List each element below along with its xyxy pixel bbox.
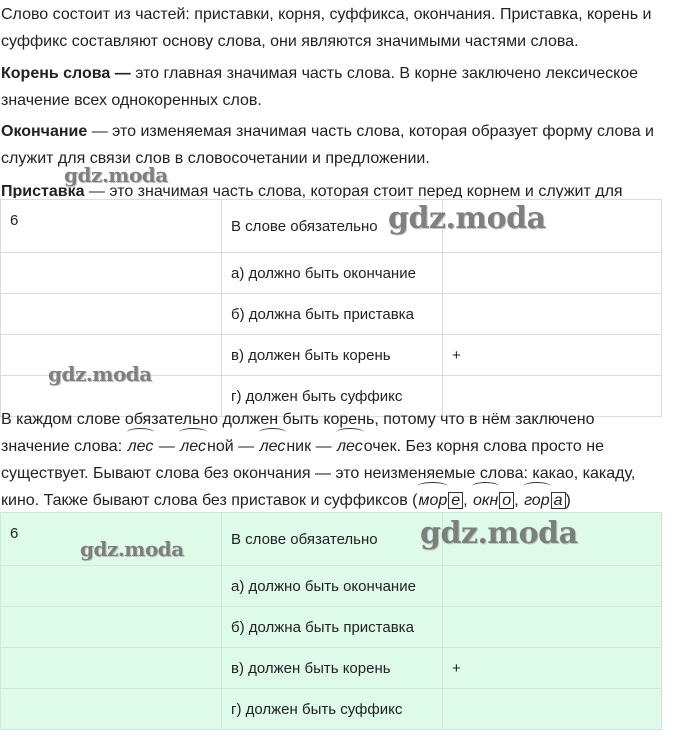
question-number: 6 bbox=[1, 200, 222, 253]
root-definition bbox=[1, 60, 672, 114]
dash: — bbox=[238, 438, 255, 455]
word-ending: о bbox=[499, 492, 514, 509]
question-number: 6 bbox=[1, 513, 222, 566]
watermark-logo: gdz.moda bbox=[80, 537, 184, 561]
word-root: лес bbox=[336, 433, 364, 460]
option-mark: + bbox=[443, 648, 662, 689]
option-label: а) должно быть окончание bbox=[222, 253, 443, 294]
option-mark: + bbox=[443, 335, 662, 376]
option-label: б) должна быть приставка bbox=[222, 294, 443, 335]
option-mark bbox=[443, 294, 662, 335]
closing-paren: ) bbox=[565, 492, 571, 509]
ending-term: Окончание bbox=[1, 123, 88, 140]
root-definition-text: это главная значимая часть слова. В корне заключено лексическое значение всех однокоренных слов. bbox=[1, 65, 639, 109]
word-ending: а bbox=[551, 492, 566, 509]
option-label: в) должен быть корень bbox=[222, 648, 443, 689]
prefix-definition-text: — это значимая часть слова, которая стоит перед корнем и служит для bbox=[84, 183, 623, 198]
watermark-logo: gdz.moda bbox=[48, 362, 152, 386]
option-label: в) должен быть корень bbox=[222, 335, 443, 376]
ending-definition-text: — это изменяемая значимая часть слова, которая образует форму слова и служит для связи слов в словосочетании и предложении. bbox=[1, 123, 654, 167]
root-term: Корень слова — bbox=[1, 65, 131, 82]
table-row bbox=[1, 689, 662, 730]
option-mark bbox=[443, 566, 662, 607]
table-row bbox=[1, 607, 662, 648]
answer-rest: Без корня слова просто не существует. Бывают слова без окончания — это неизменяемые слова: какао, какаду, кино. Также бывают слова без приставок и суффиксов ( bbox=[1, 438, 636, 509]
dash: — bbox=[315, 438, 332, 455]
word-suffix: очек bbox=[363, 438, 397, 455]
intro-paragraph: Слово состоит из частей: приставки, корня, суффикса, окончания. Приставка, корень и суффикс составляют основу слова, они являются значимыми частями слова. bbox=[1, 6, 652, 50]
option-mark bbox=[443, 689, 662, 730]
word-suffix: ник bbox=[286, 438, 312, 455]
prefix-term: Приставка bbox=[1, 183, 85, 198]
table-row bbox=[1, 648, 662, 689]
answer-paragraph: В каждом слове обязательно должен быть корень, потому что в нём заключено значение слова: лес — лесной — лесник — лесочек. Без корня слова просто не существует. Бывают слова без окончания — это неизменяемые слова: какао, какаду, кино. Также бывают слова без приставок и суффиксов (мор е , окн о , гор а ) bbox=[1, 406, 672, 514]
table-row bbox=[1, 200, 662, 253]
watermark-logo: gdz.moda bbox=[64, 163, 168, 187]
option-mark bbox=[443, 253, 662, 294]
question-text: В слове обязательно bbox=[222, 513, 443, 566]
word-ending: е bbox=[448, 492, 463, 509]
option-label: г) должен быть суффикс bbox=[222, 376, 443, 417]
table-row bbox=[1, 294, 662, 335]
answer-line: В каждом слове обязательно должен быть корень, потому что в нём заключено bbox=[1, 411, 595, 428]
answer-continuation: . bbox=[396, 438, 406, 455]
word-root: окн bbox=[472, 487, 499, 514]
question-text: В слове обязательно bbox=[222, 200, 443, 253]
answer-value-label: значение слова: bbox=[1, 438, 123, 455]
option-mark bbox=[443, 607, 662, 648]
word-root: лес bbox=[127, 433, 155, 460]
watermark-logo: gdz.moda bbox=[420, 516, 578, 551]
word-root: лес bbox=[259, 433, 287, 460]
option-label: г) должен быть суффикс bbox=[222, 689, 443, 730]
table-row bbox=[1, 253, 662, 294]
dash: — bbox=[158, 438, 175, 455]
watermark-logo: gdz.moda bbox=[388, 201, 546, 236]
word-root: лес bbox=[179, 433, 207, 460]
word-suffix: ной bbox=[207, 438, 234, 455]
word-root: мор bbox=[417, 487, 448, 514]
word-root: гор bbox=[523, 487, 551, 514]
option-label: а) должно быть окончание bbox=[222, 566, 443, 607]
option-label: б) должна быть приставка bbox=[222, 607, 443, 648]
table-row bbox=[1, 566, 662, 607]
